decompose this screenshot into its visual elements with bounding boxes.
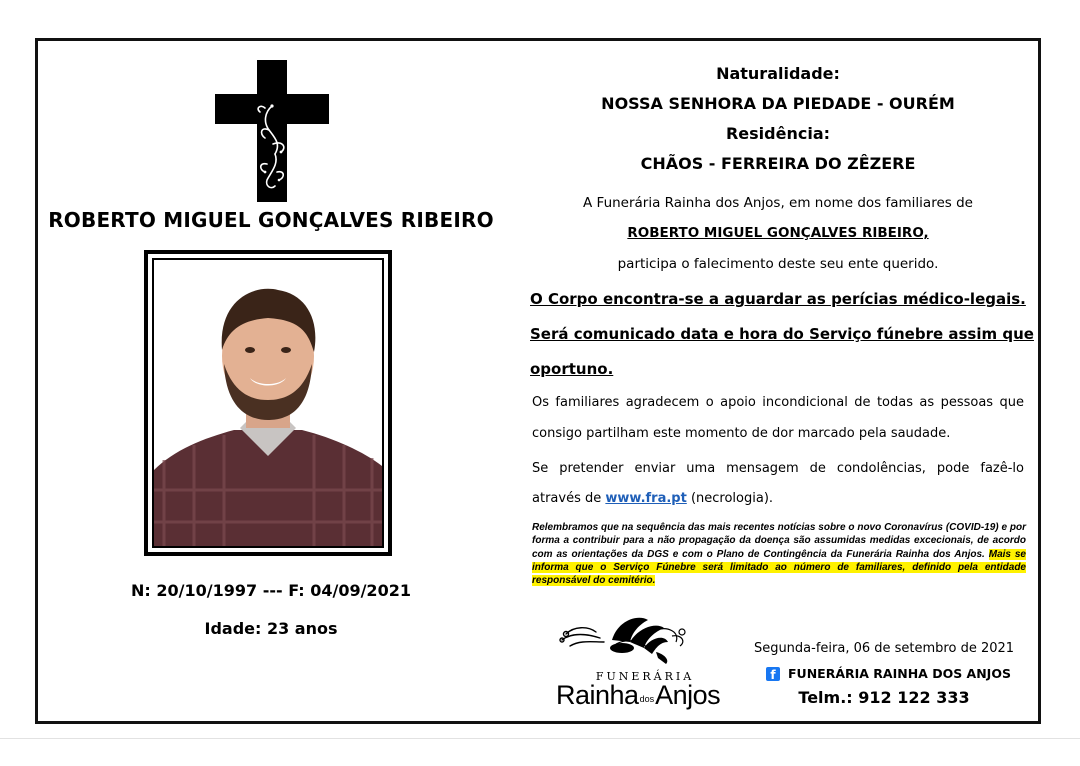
covid-notice (532, 521, 1026, 587)
thanks-line2: consigo partilham este momento de dor marcado pela saudade. (532, 426, 951, 441)
deceased-name-underlined: ROBERTO MIGUEL GONÇALVES RIBEIRO, (627, 225, 929, 241)
logo-wordmark (556, 680, 736, 711)
covid-highlighted-notice: Mais se informa que o Serviço Fúnebre será limitado ao número de familiares, definido pela entidade responsável do cemitério. (532, 548, 1026, 587)
fra-website-link[interactable]: www.fra.pt (605, 491, 687, 506)
condolences-line2 (532, 491, 1024, 506)
cross-icon (215, 60, 329, 202)
condolences-suffix: (necrologia). (690, 491, 774, 506)
intro-line: A Funerária Rainha dos Anjos, em nome dos familiares de (583, 195, 973, 211)
naturalidade-value: NOSSA SENHORA DA PIEDADE - OURÉM (601, 94, 955, 113)
condolences-prefix: através de (532, 491, 602, 506)
covid-notice-text: Relembramos que na sequência das mais recentes notícias sobre o novo Coronavírus (COVID-19) e por forma a contribuir para a não propagação da doença são assumidas medidas excecionais, de acordo com as orientações da DGS e com o Plano de Contingência da Funerária Rainha dos Anjos. (532, 522, 1026, 560)
deceased-name-title: ROBERTO MIGUEL GONÇALVES RIBEIRO (48, 208, 494, 232)
birth-death-dates: N: 20/10/1997 --- F: 04/09/2021 (131, 581, 411, 600)
naturalidade-label: Naturalidade: (716, 64, 840, 83)
facebook-label: FUNERÁRIA RAINHA DOS ANJOS (788, 666, 1011, 681)
service-notice-line2: oportuno. (530, 360, 614, 378)
body-location-notice: O Corpo encontra-se a aguardar as perícias médico-legais. (530, 290, 1026, 308)
bottom-margin (0, 738, 1080, 766)
logo-name-part1: Rainha (556, 680, 639, 710)
contact-phone: Telm.: 912 122 333 (798, 688, 970, 707)
portrait-photo-frame (144, 250, 392, 556)
residencia-label: Residência: (725, 124, 831, 143)
logo-name-small: dos (639, 694, 655, 704)
portrait-photo (152, 258, 384, 548)
announce-line: participa o falecimento deste seu ente querido. (617, 256, 939, 272)
residencia-value: CHÃOS - FERREIRA DO ZÊZERE (640, 154, 916, 173)
age-label: Idade: 23 anos (204, 619, 338, 638)
publication-date: Segunda-feira, 06 de setembro de 2021 (753, 641, 1015, 656)
condolences-line1: Se pretender enviar uma mensagem de condolências, pode fazê-lo (532, 461, 1024, 476)
service-notice-line1: Será comunicado data e hora do Serviço fúnebre assim que (530, 325, 1034, 343)
logo-subtitle: FUNERÁRIA (595, 670, 695, 683)
facebook-page[interactable] (766, 666, 1011, 681)
logo-name-part2: Anjos (655, 680, 721, 710)
facebook-icon: f (766, 667, 780, 681)
thanks-line1: Os familiares agradecem o apoio incondicional de todas as pessoas que (532, 395, 1024, 410)
bird-ornament-icon (552, 612, 736, 672)
